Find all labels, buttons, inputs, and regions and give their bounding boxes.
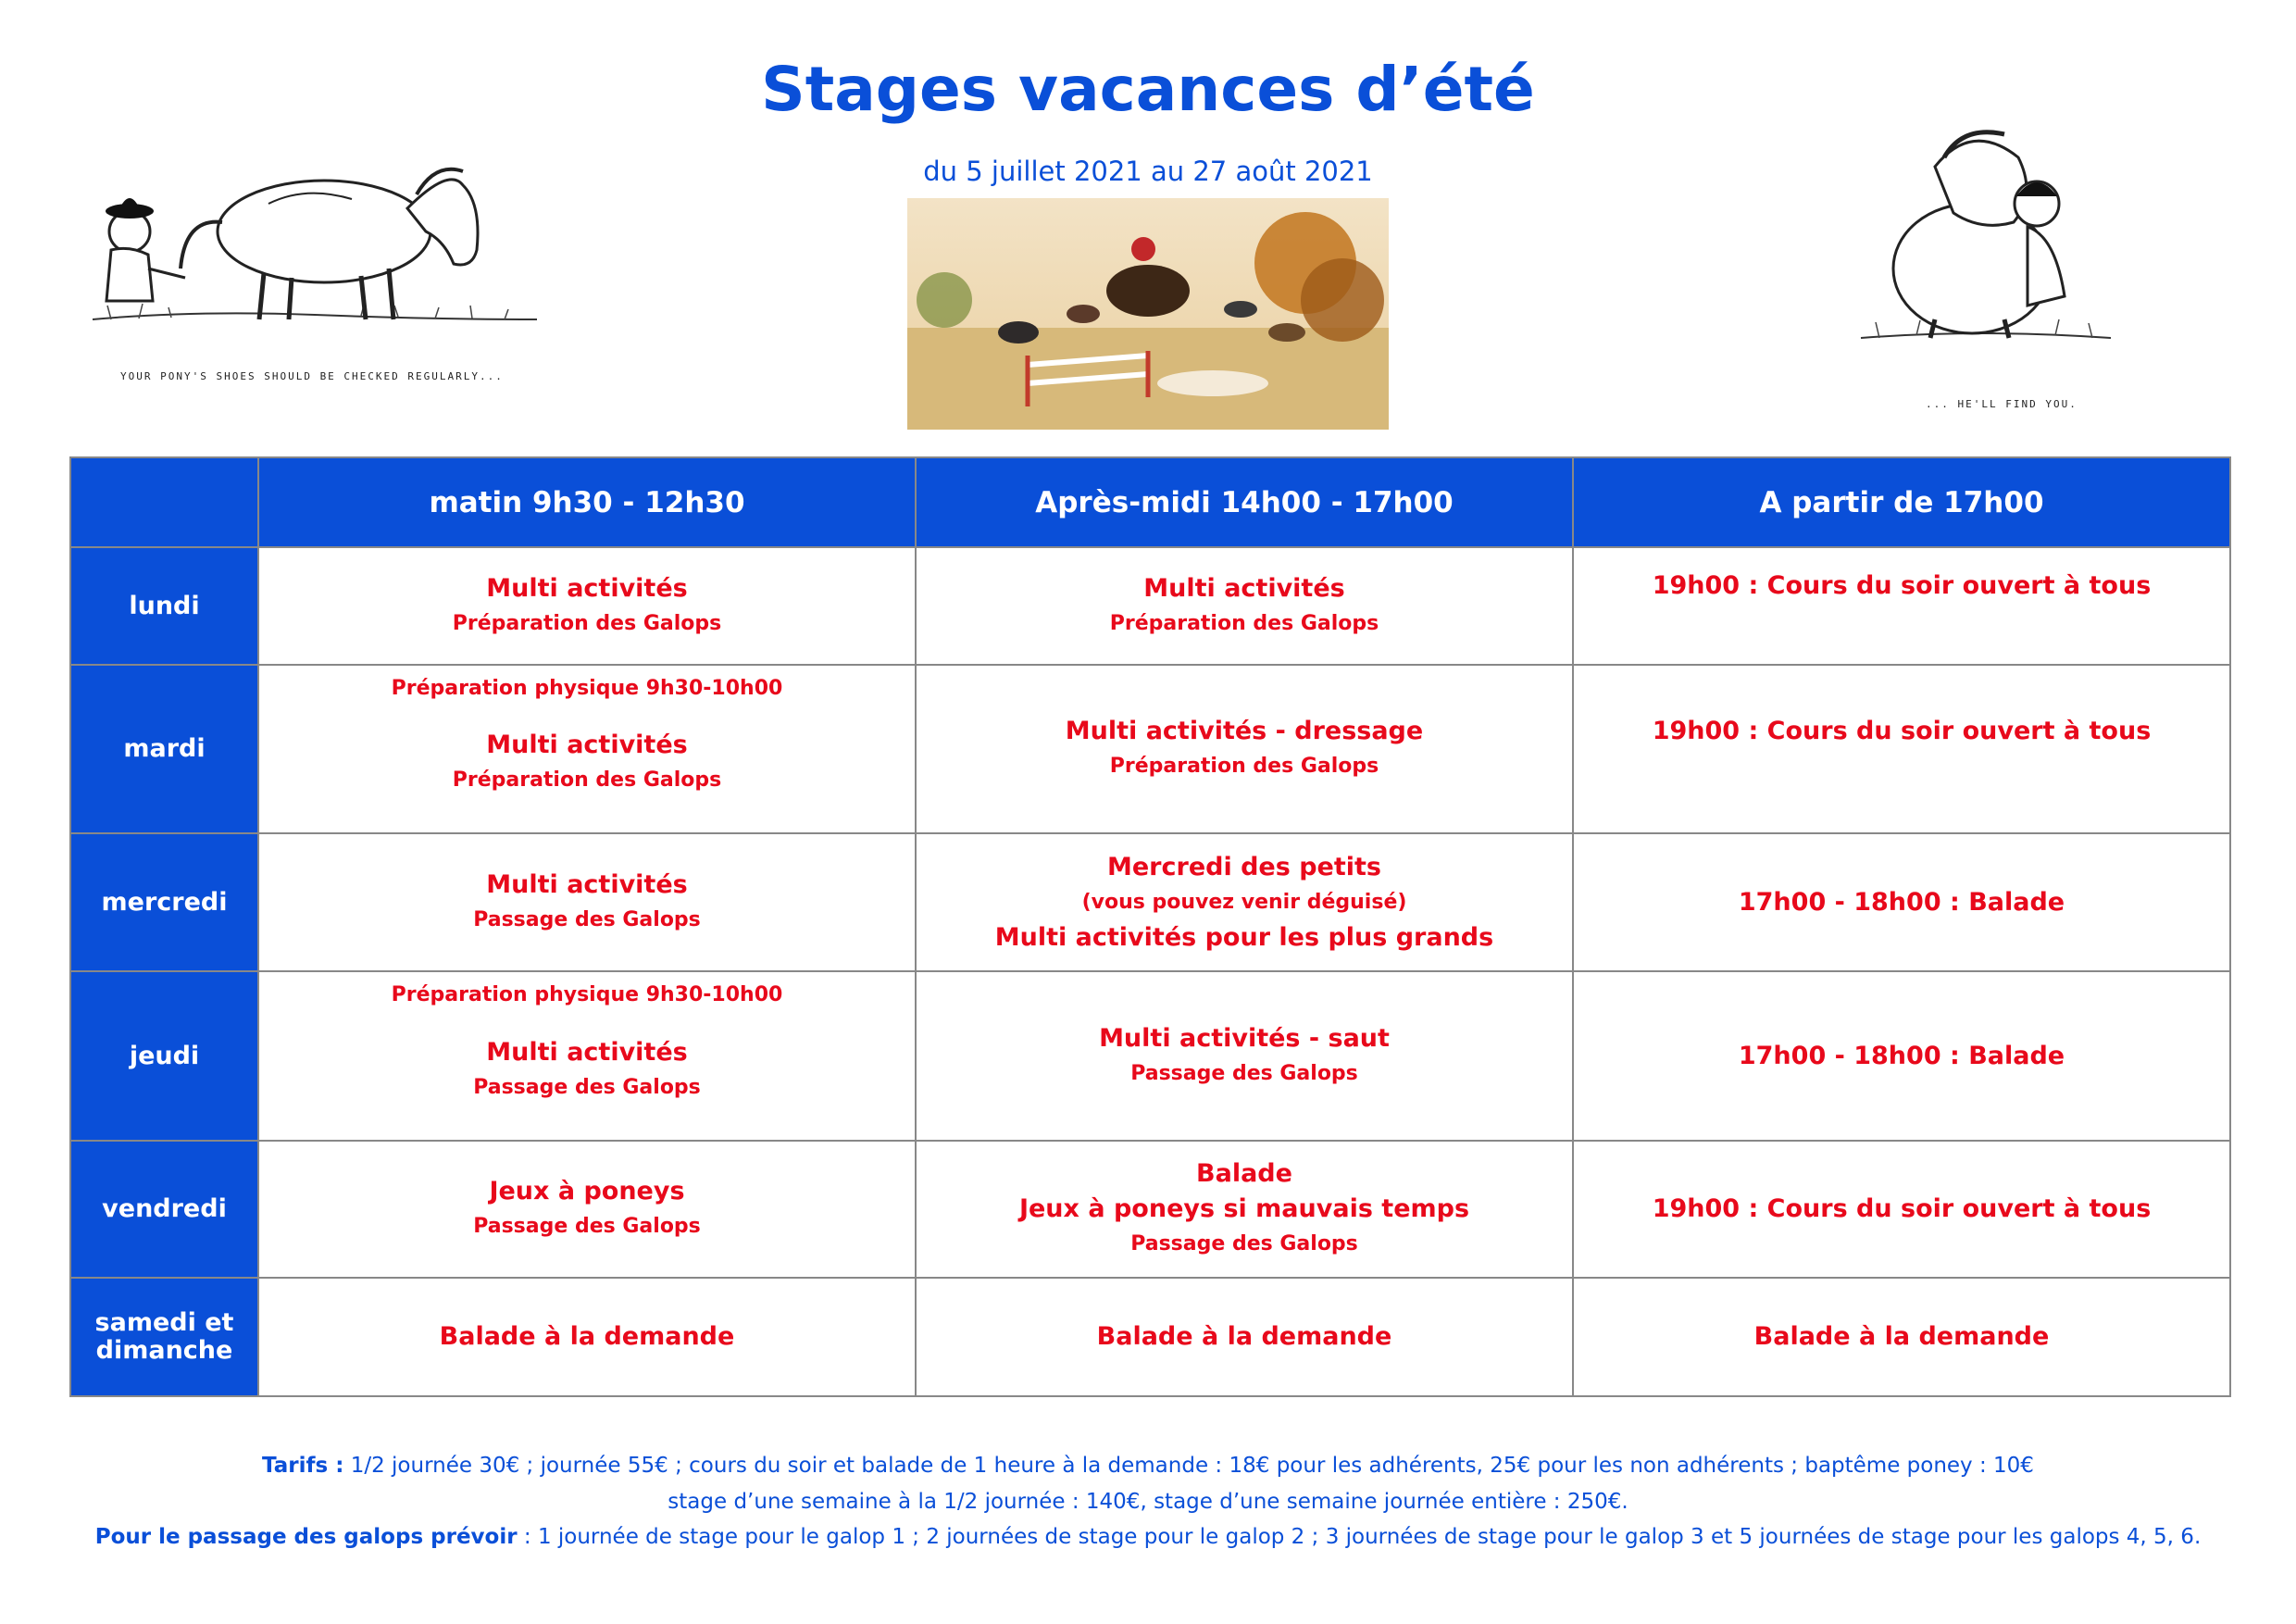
activity-pre: Préparation physique 9h30-10h00 xyxy=(391,983,783,1006)
activity-main: 19h00 : Cours du soir ouvert à tous xyxy=(1652,1194,2152,1223)
activity-line: Multi activités pour les plus grands xyxy=(994,922,1494,952)
activity-sub: Préparation des Galops xyxy=(1109,611,1379,635)
page-title: Stages vacances d’été xyxy=(761,54,1535,125)
tarifs-text: 1/2 journée 30€ ; journée 55€ ; cours du soir et balade de 1 heure à la demande : 18€ pour les adhérents, 25€ pour les non adhérents ; baptême poney : 10€ xyxy=(343,1454,2034,1478)
day-cell: mardi xyxy=(70,665,258,833)
morning-cell xyxy=(258,1278,916,1396)
morning-cell xyxy=(258,971,916,1141)
activity-main: 17h00 - 18h00 : Balade xyxy=(1738,887,2065,917)
activity-main: 17h00 - 18h00 : Balade xyxy=(1738,1041,2065,1070)
column-header-evening: A partir de 17h00 xyxy=(1573,457,2230,547)
activity-sub: Passage des Galops xyxy=(473,1075,701,1099)
activity-note: (vous pouvez venir déguisé) xyxy=(1081,890,1407,914)
activity-pre: Préparation physique 9h30-10h00 xyxy=(391,677,783,700)
activity-sub: Passage des Galops xyxy=(1130,1061,1358,1085)
table-row xyxy=(70,1141,2230,1278)
table-row xyxy=(70,547,2230,665)
afternoon-cell xyxy=(916,665,1573,833)
activity-main: Multi activités - saut xyxy=(1099,1023,1390,1053)
morning-cell xyxy=(258,547,916,665)
day-cell: vendredi xyxy=(70,1141,258,1278)
activity-main: Balade à la demande xyxy=(1096,1322,1392,1351)
activity-main: 19h00 : Cours du soir ouvert à tous xyxy=(1652,571,2152,600)
activity-main: Multi activités xyxy=(1143,573,1345,603)
activity-sub: Préparation des Galops xyxy=(452,768,722,792)
evening-cell xyxy=(1573,833,2230,971)
day-line: samedi et xyxy=(94,1308,234,1338)
evening-cell xyxy=(1573,1141,2230,1278)
pony-cartoon-left-image xyxy=(83,130,546,398)
afternoon-cell xyxy=(916,547,1573,665)
activity-main: Balade à la demande xyxy=(439,1322,735,1351)
evening-cell xyxy=(1573,547,2230,665)
schedule-table xyxy=(69,456,2231,1397)
day-cell: lundi xyxy=(70,547,258,665)
activity-main: Multi activités xyxy=(486,869,688,899)
morning-cell xyxy=(258,833,916,971)
day-line: dimanche xyxy=(95,1336,233,1365)
afternoon-cell xyxy=(916,971,1573,1141)
activity-line: Jeux à poneys si mauvais temps xyxy=(1018,1194,1470,1223)
left-image-caption: YOUR PONY'S SHOES SHOULD BE CHECKED REGULARLY... xyxy=(120,370,504,382)
date-range: du 5 juillet 2021 au 27 août 2021 xyxy=(923,156,1373,187)
activity-main: Multi activités xyxy=(486,573,688,603)
afternoon-cell xyxy=(916,833,1573,971)
evening-cell xyxy=(1573,971,2230,1141)
table-row xyxy=(70,665,2230,833)
stage-prices-line: stage d’une semaine à la 1/2 journée : 140€, stage d’une semaine journée entière : 250€. xyxy=(668,1490,1628,1514)
tarifs-line xyxy=(0,1454,2296,1478)
day-cell xyxy=(70,1278,258,1396)
activity-line: Mercredi des petits xyxy=(1107,852,1381,881)
right-image-caption: ... HE'LL FIND YOU. xyxy=(1926,398,2078,410)
morning-cell xyxy=(258,665,916,833)
table-row xyxy=(70,833,2230,971)
day-cell: mercredi xyxy=(70,833,258,971)
tarifs-label: Tarifs : xyxy=(262,1454,344,1478)
header-corner xyxy=(70,457,258,547)
column-header-afternoon: Après-midi 14h00 - 17h00 xyxy=(916,457,1573,547)
activity-main: Jeux à poneys xyxy=(489,1177,685,1206)
activity-sub: Passage des Galops xyxy=(473,907,701,931)
evening-cell xyxy=(1573,1278,2230,1396)
activity-sub: Passage des Galops xyxy=(1130,1232,1358,1255)
pony-jumping-painting-image xyxy=(907,198,1389,430)
activity-sub: Passage des Galops xyxy=(473,1215,701,1238)
table-row xyxy=(70,971,2230,1141)
activity-main: Multi activités xyxy=(486,1037,688,1067)
morning-cell xyxy=(258,1141,916,1278)
galops-label: Pour le passage des galops prévoir xyxy=(94,1525,518,1549)
activity-main: Multi activités - dressage xyxy=(1065,717,1424,745)
activity-sub: Préparation des Galops xyxy=(452,611,722,635)
day-cell: jeudi xyxy=(70,971,258,1141)
activity-main: 19h00 : Cours du soir ouvert à tous xyxy=(1652,717,2152,745)
activity-line: Balade xyxy=(1196,1159,1292,1188)
table-header-row xyxy=(70,457,2230,547)
table-row xyxy=(70,1278,2230,1396)
column-header-morning: matin 9h30 - 12h30 xyxy=(258,457,916,547)
pony-cartoon-right-image xyxy=(1842,83,2129,435)
activity-sub: Préparation des Galops xyxy=(1109,755,1379,778)
galops-line xyxy=(0,1525,2296,1549)
evening-cell xyxy=(1573,665,2230,833)
galops-text: : 1 journée de stage pour le galop 1 ; 2 journées de stage pour le galop 2 ; 3 journées de stage pour le galop 3 et 5 journées de stage pour les galops 4, 5, 6. xyxy=(517,1525,2202,1549)
afternoon-cell xyxy=(916,1141,1573,1278)
activity-main: Multi activités xyxy=(486,731,688,759)
activity-main: Balade à la demande xyxy=(1753,1322,2050,1351)
afternoon-cell xyxy=(916,1278,1573,1396)
